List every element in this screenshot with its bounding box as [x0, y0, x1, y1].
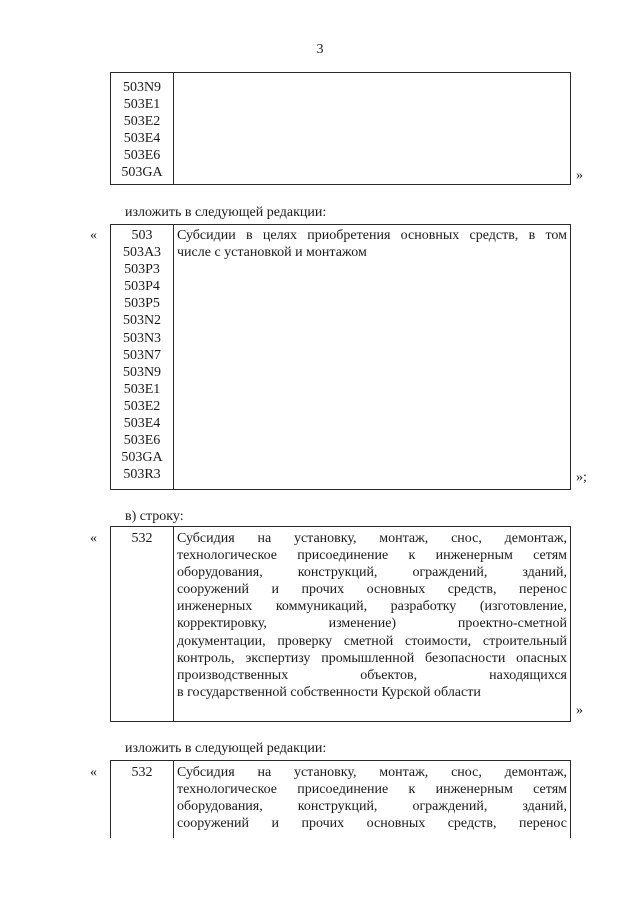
open-quote: « [90, 765, 97, 780]
code-cell: 503E1 [123, 97, 161, 113]
code-column [111, 527, 174, 721]
code-column [111, 225, 174, 489]
table-1 [110, 72, 571, 185]
text-line: технологическое присоединение к инженерным сетям [177, 782, 567, 798]
code-cell: 503E6 [123, 148, 161, 164]
text-line: Субсидия на установку, монтаж, снос, демонтаж, [177, 765, 567, 780]
text-line: оборудования, конструкций, ограждений, зданий, [177, 565, 567, 581]
code-cell: 503N9 [122, 364, 162, 380]
code-column [111, 761, 174, 838]
text-line: в государственной собственности Курской области [177, 684, 481, 700]
code-cell: 503GA [121, 165, 163, 181]
code-cell: 503E1 [123, 381, 161, 397]
text-line: числе с установкой и монтажом [177, 245, 367, 261]
code-cell: 503N3 [122, 330, 162, 346]
table-2 [110, 224, 571, 490]
text-line: сооружений и прочих основных средств, перенос [177, 816, 567, 832]
code-cell: 503E2 [123, 398, 161, 414]
code-column [111, 73, 174, 184]
code-cell: 503GA [121, 450, 163, 466]
table-4 [110, 760, 571, 838]
text-line: документации, проверку сметной стоимости, строительный [177, 633, 567, 649]
text-line: контроль, экспертизу промышленной безопасности опасных [177, 650, 567, 666]
code-cell: 503R3 [123, 467, 161, 483]
page-number: 3 [316, 42, 324, 57]
text-line: технологическое присоединение к инженерным сетям [177, 548, 567, 564]
text-line: корректировку, изменение) проектно-сметной [177, 616, 567, 632]
instruction-3: изложить в следующей редакции: [125, 741, 327, 756]
open-quote: « [90, 531, 97, 546]
close-quote: » [576, 703, 583, 718]
text-line: оборудования, конструкций, ограждений, зданий, [177, 799, 567, 815]
text-column [174, 761, 570, 838]
table-3 [110, 526, 571, 722]
open-quote: « [90, 228, 97, 243]
code-cell: 503Р3 [124, 262, 160, 278]
text-line: Субсидии в целях приобретения основных средств, в том [177, 228, 567, 243]
text-line: инженерных коммуникаций, разработку (изготовление, [177, 599, 567, 615]
instruction-2: в) строку: [125, 509, 184, 524]
close-quote: » [576, 168, 583, 183]
code-cell: 532 [131, 765, 153, 780]
code-cell: 503Р4 [124, 279, 160, 295]
code-cell: 503E4 [123, 131, 161, 147]
text-column [174, 73, 570, 184]
code-cell: 503E4 [123, 416, 161, 432]
code-cell: 503N9 [122, 80, 162, 95]
code-cell: 503А3 [122, 245, 162, 261]
text-line: Субсидия на установку, монтаж, снос, демонтаж, [177, 531, 567, 546]
text-column [174, 527, 570, 721]
close-quote: »; [576, 470, 587, 485]
code-cell: 503 [131, 228, 153, 243]
code-cell: 503E2 [123, 114, 161, 130]
text-column [174, 225, 570, 489]
code-cell: 532 [131, 531, 153, 546]
text-line: сооружений и прочих основных средств, перенос [177, 582, 567, 598]
code-cell: 503N2 [122, 313, 162, 329]
code-cell: 503Р5 [124, 296, 160, 312]
code-cell: 503E6 [123, 433, 161, 449]
code-cell: 503N7 [122, 347, 162, 363]
instruction-1: изложить в следующей редакции: [125, 205, 327, 220]
text-line: производственных объектов, находящихся [177, 667, 567, 683]
